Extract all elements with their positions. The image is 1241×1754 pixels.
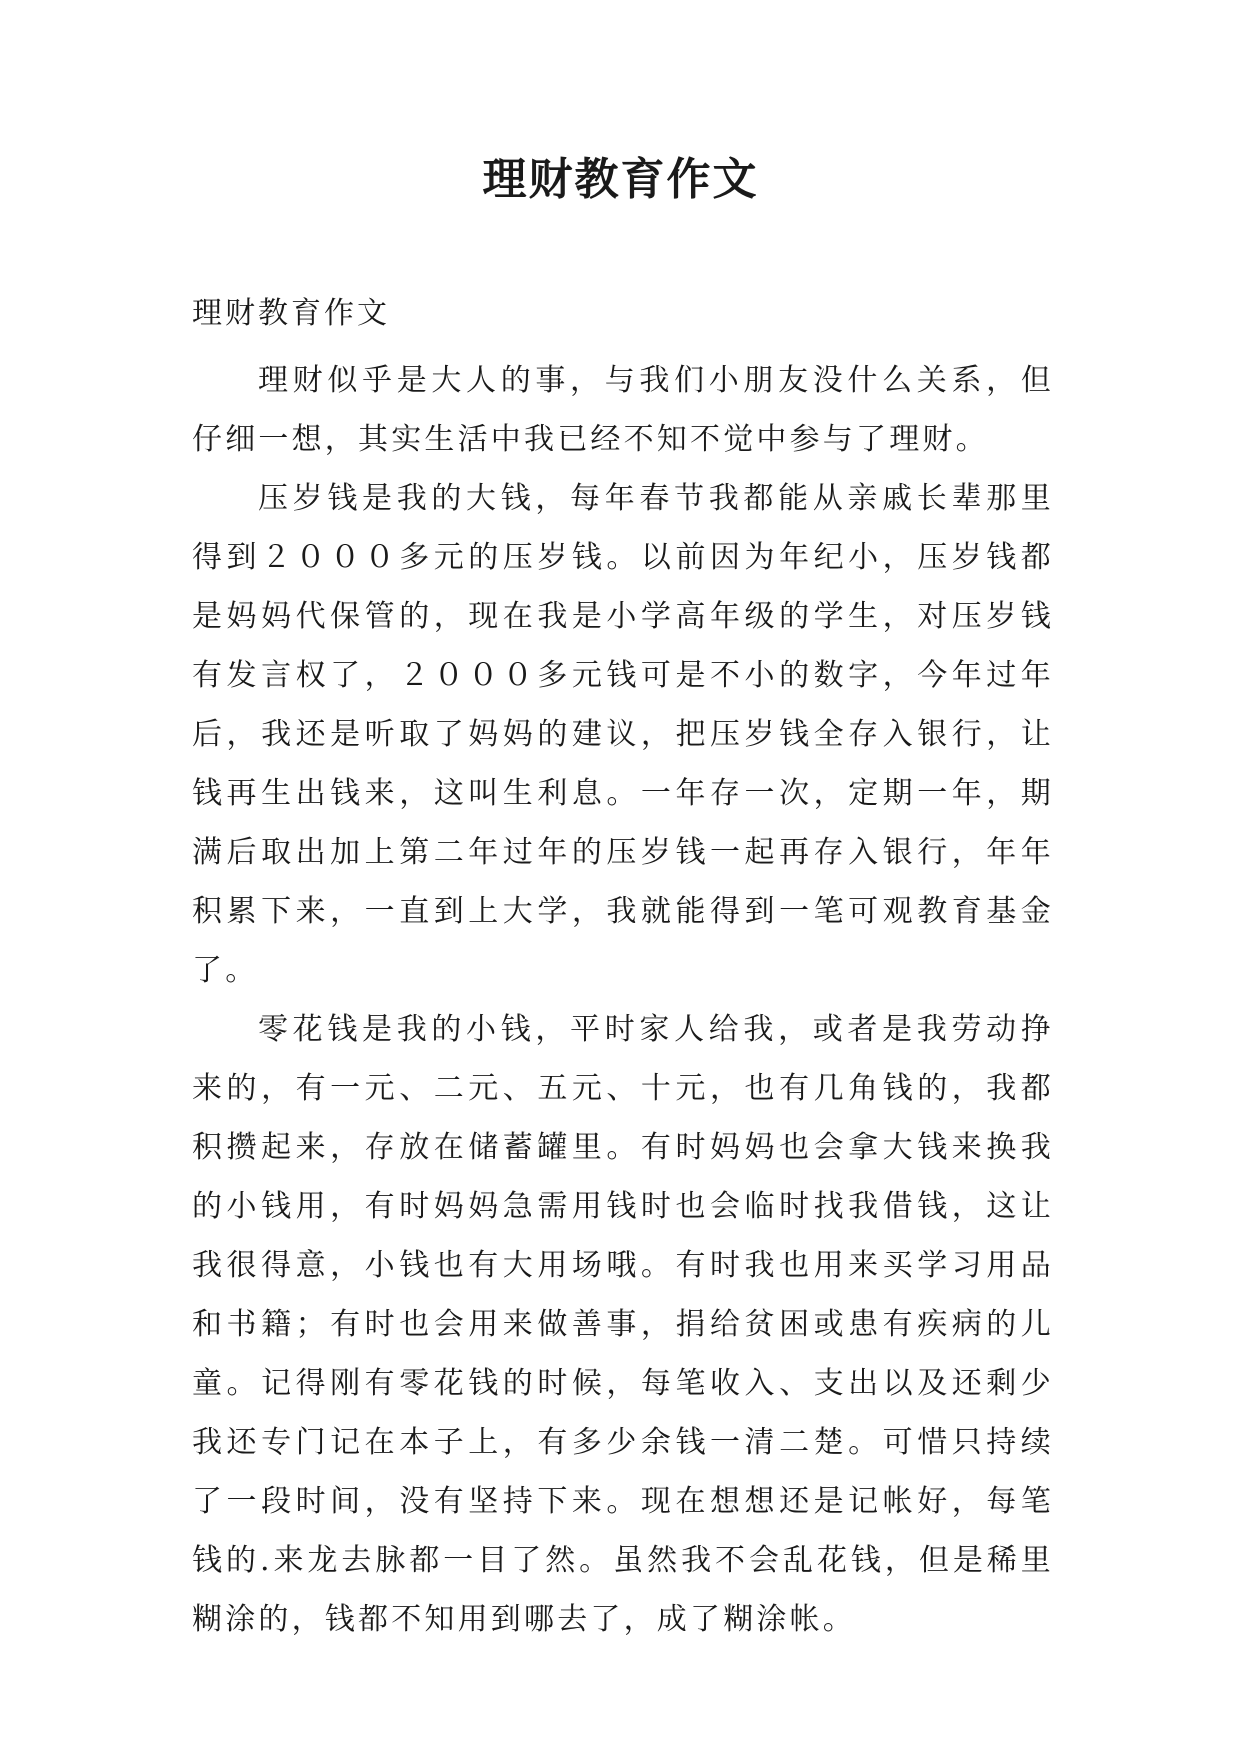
paragraph-intro: 理财似乎是大人的事，与我们小朋友没什么关系，但仔细一想，其实生活中我已经不知不觉中参与了理财。	[192, 363, 1054, 457]
document-body	[192, 351, 1054, 1649]
paragraph-pocket-money: 零花钱是我的小钱，平时家人给我，或者是我劳动挣来的，有一元、二元、五元、十元，也有几角钱的，我都积攒起来，存放在储蓄罐里。有时妈妈也会拿大钱来换我的小钱用，有时妈妈急需用钱时也会临时找我借钱，这让我很得意，小钱也有大用场哦。有时我也用来买学习用品和书籍；有时也会用来做善事，捐给贫困或患有疾病的儿童。记得刚有零花钱的时候，每笔收入、支出以及还剩少我还专门记在本子上，有多少余钱一清二楚。可惜只持续了一段时间，没有坚持下来。现在想想还是记帐好，每笔钱的.来龙去脉都一目了然。虽然我不会乱花钱，但是稀里糊涂的，钱都不知用到哪去了，成了糊涂帐。	[192, 1012, 1054, 1637]
paragraph-lucky-money: 压岁钱是我的大钱，每年春节我都能从亲戚长辈那里得到２０００多元的压岁钱。以前因为年纪小，压岁钱都是妈妈代保管的，现在我是小学高年级的学生，对压岁钱有发言权了，２０００多元钱可是不小的数字，今年过年后，我还是听取了妈妈的建议，把压岁钱全存入银行，让钱再生出钱来，这叫生利息。一年存一次，定期一年，期满后取出加上第二年过年的压岁钱一起再存入银行，年年积累下来，一直到上大学，我就能得到一笔可观教育基金了。	[192, 481, 1054, 988]
document-subtitle: 理财教育作文	[192, 296, 390, 331]
document-title: 理财教育作文	[482, 154, 759, 205]
